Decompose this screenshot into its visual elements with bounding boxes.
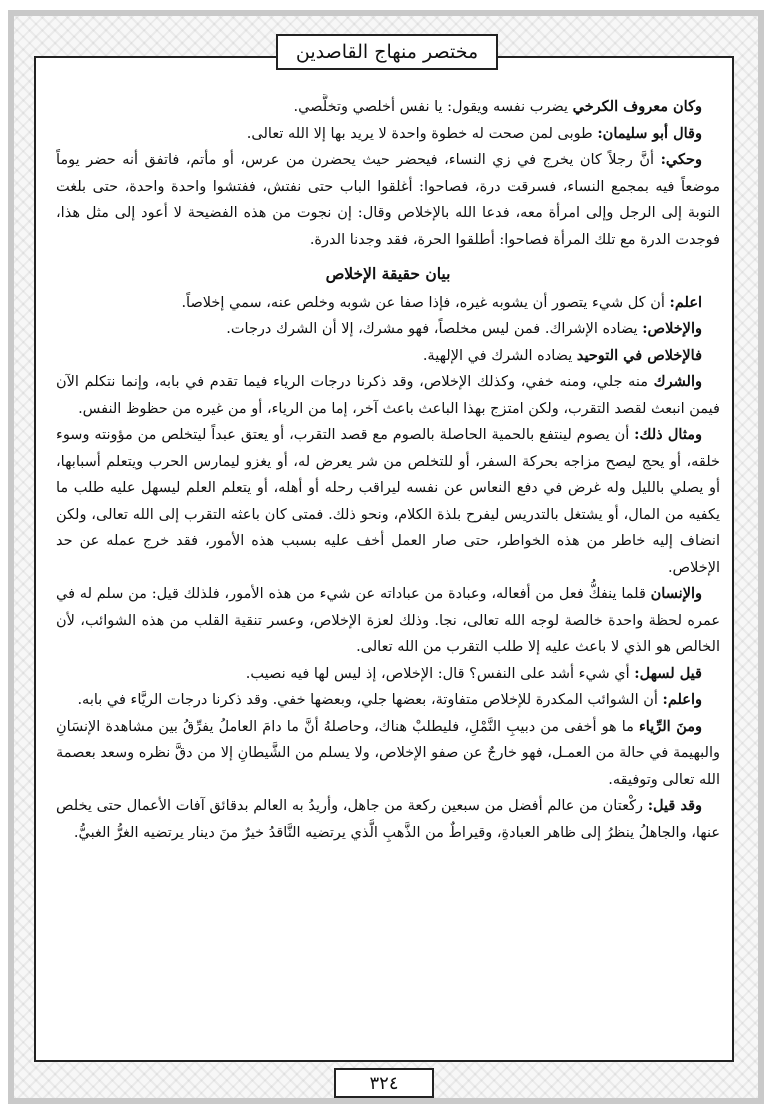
paragraph-lead: قيل لسهل: bbox=[634, 664, 702, 682]
paragraph-text: قلما ينفكُّ فعل من أفعاله، وعبادة من عباداته عن شيء من هذه الأمور، فلذلك قيل: من سلم له في عمره لحظة واحدة خالصة لوجه الله تعالى، نجا. وذلك لعزة الإخلاص، وعسر تنقية القلب من هذه الشوائب، لأن الخالص هو الذي لا باعث عليه إلا طلب التقرب من الله تعالى. bbox=[56, 586, 720, 655]
paragraph-text: طوبى لمن صحت له خطوة واحدة لا يريد بها إلا الله تعالى. bbox=[246, 125, 598, 142]
paragraph bbox=[56, 121, 720, 148]
paragraph-lead: والإخلاص: bbox=[642, 320, 702, 337]
paragraph-text: أن يصوم لينتفع بالحمية الحاصلة بالصوم مع قصد التقرب، أو يعتق عبداً ليتخلص من مؤونته وسوء خلقه، أو يحج ليصح مزاجه بحركة السفر، أو للتخلص من شر يعرض له، أو يغزو ليمارس الحرب ويتعلم أسبابها، أو يصلي بالليل وله غرض في دفع النعاس عن نفسه ليراقب رحله أو أهله، أو يتعلم العلم ليسهل عليه طلب ما يكفيه من المال، أو يشتغل بالتدريس ليفرح بلذة الكلام، ونحو ذلك. فمتى كان باعثه التقرب إلى الله تعالى، ولكن انضاف إليه خاطر من هذه الخواطر، حتى صار العمل أخف عليه بسبب هذه الأمور، فقد خرج عمله عن حد الإخلاص. bbox=[56, 427, 720, 576]
paragraph-text: ركْعتان من عالم أفضل من سبعين ركعة من جاهل، وأريدُ به العالم بدقائق آفات الأعمال حتى يخلص عنها، والجاهلُ ينظرُ إلى ظاهر العبادةِ، وقيراطٌ من الذَّهبِ الَّذي يرتضيه النَّاقدُ خيرٌ منَ دينار يرتضيه الغرُّ الغبيُّ. bbox=[56, 798, 720, 841]
paragraph-lead: ومنَ الرِّياء bbox=[638, 717, 702, 735]
paragraph bbox=[56, 94, 720, 121]
paragraph-text: يضرب نفسه ويقول: يا نفس أخلصي وتخلَّصي. bbox=[293, 99, 573, 115]
paragraph bbox=[56, 369, 720, 422]
book-title: مختصر منهاج القاصدين bbox=[295, 41, 479, 63]
paragraph bbox=[56, 290, 720, 317]
paragraph-lead: واعلم: bbox=[662, 691, 702, 708]
paragraph bbox=[56, 343, 720, 370]
paragraph-text: أي شيء أشد على النفس؟ قال: الإخلاص، إذ ليس لها فيه نصيب. bbox=[245, 665, 635, 682]
paragraph-text: منه جلي، ومنه خفي، وكذلك الإخلاص، وقد ذكرنا درجات الرياء فيما تقدم في بابه، وإنما نتكلم الآن فيمن انبعث لقصد التقرب، ولكن امتزج بهذا الباعث باعث آخر، إما من الرياء، أو من غيره من حظوظ النفس. bbox=[56, 374, 720, 417]
page-number: ٣٢٤ bbox=[369, 1072, 399, 1094]
running-header bbox=[276, 34, 498, 70]
paragraph-lead: والإنسان bbox=[650, 585, 702, 602]
paragraph-lead: والشرك bbox=[653, 373, 702, 390]
paragraph-lead: فالإخلاص في التوحيد bbox=[576, 346, 702, 364]
paragraph-text: أن الشوائب المكدرة للإخلاص متفاوتة، بعضها جلي، وبعضها خفي. وقد ذكرنا درجات الريَّاء في بابه. bbox=[77, 692, 663, 708]
paragraph bbox=[56, 581, 720, 661]
paragraph-lead: وقال أبو سليمان: bbox=[597, 124, 702, 142]
paragraph-lead: وقد قيل: bbox=[647, 797, 703, 814]
paragraph-lead: وكان معروف الكرخي bbox=[572, 98, 702, 115]
paragraph bbox=[56, 714, 720, 794]
paragraph bbox=[56, 316, 720, 343]
paragraph-text: يضاده الإشراك. فمن ليس مخلصاً، فهو مشرك، إلا أن الشرك درجات. bbox=[226, 321, 643, 337]
paragraph-text: أنَّ رجلاً كان يخرج في زي النساء، فيحضر حيث يحضرن من عرس، أو مأتم، فاتفق أنه حضر يوماً موضعاً فيه بمجمع النساء، فسرقت درة، فصاحوا: أغلقوا الباب حتى نفتش، ففتشوا واحدة واحدة، حتى بلغت النوبة إلى الرجل وإلى امرأة معه، فدعا الله بالإخلاص وقال: إن نجوت من هذه الفضيحة لا أعود إلى مثل هذا، فوجدت الدرة مع تلك المرأة فصاحوا: أطلقوا الحرة، فقد وجدنا الدرة. bbox=[56, 152, 720, 248]
paragraph-lead: اعلم: bbox=[669, 293, 702, 311]
paragraph bbox=[56, 422, 720, 581]
page-number-box bbox=[334, 1068, 434, 1098]
paragraph-text: ما هو أخفى من دبيبِ النَّمْلِ، فليطلبْ هناك، وحاصلهُ أنَّ ما دامَ العاملُ يفرِّقُ بين مشاهدة الإنسَانِ والبهيمة في حالة من العمـل، فهو خارجٌ عن صفو الإخلاص، ولا يسلم من الشَّيطانِ إلا من دقَّ نظره وسعد بعصمة الله تعالى وتوفيقه. bbox=[56, 718, 720, 788]
paragraph bbox=[56, 147, 720, 253]
paragraph-lead: ومثال ذلك: bbox=[634, 426, 702, 443]
paragraph-text: يضاده الشرك في الإلهية. bbox=[422, 347, 577, 364]
paragraph bbox=[56, 793, 720, 846]
page-content bbox=[56, 94, 720, 1064]
paragraph bbox=[56, 661, 720, 688]
paragraph-text: أن كل شيء يتصور أن يشوبه غيره، فإذا صفا عن شوبه وخلص عنه، سمي إخلاصاً. bbox=[181, 294, 670, 311]
paragraph-lead: وحكي: bbox=[660, 151, 702, 168]
paragraph bbox=[56, 687, 720, 714]
section-heading: بيان حقيقة الإخلاص bbox=[325, 264, 451, 283]
